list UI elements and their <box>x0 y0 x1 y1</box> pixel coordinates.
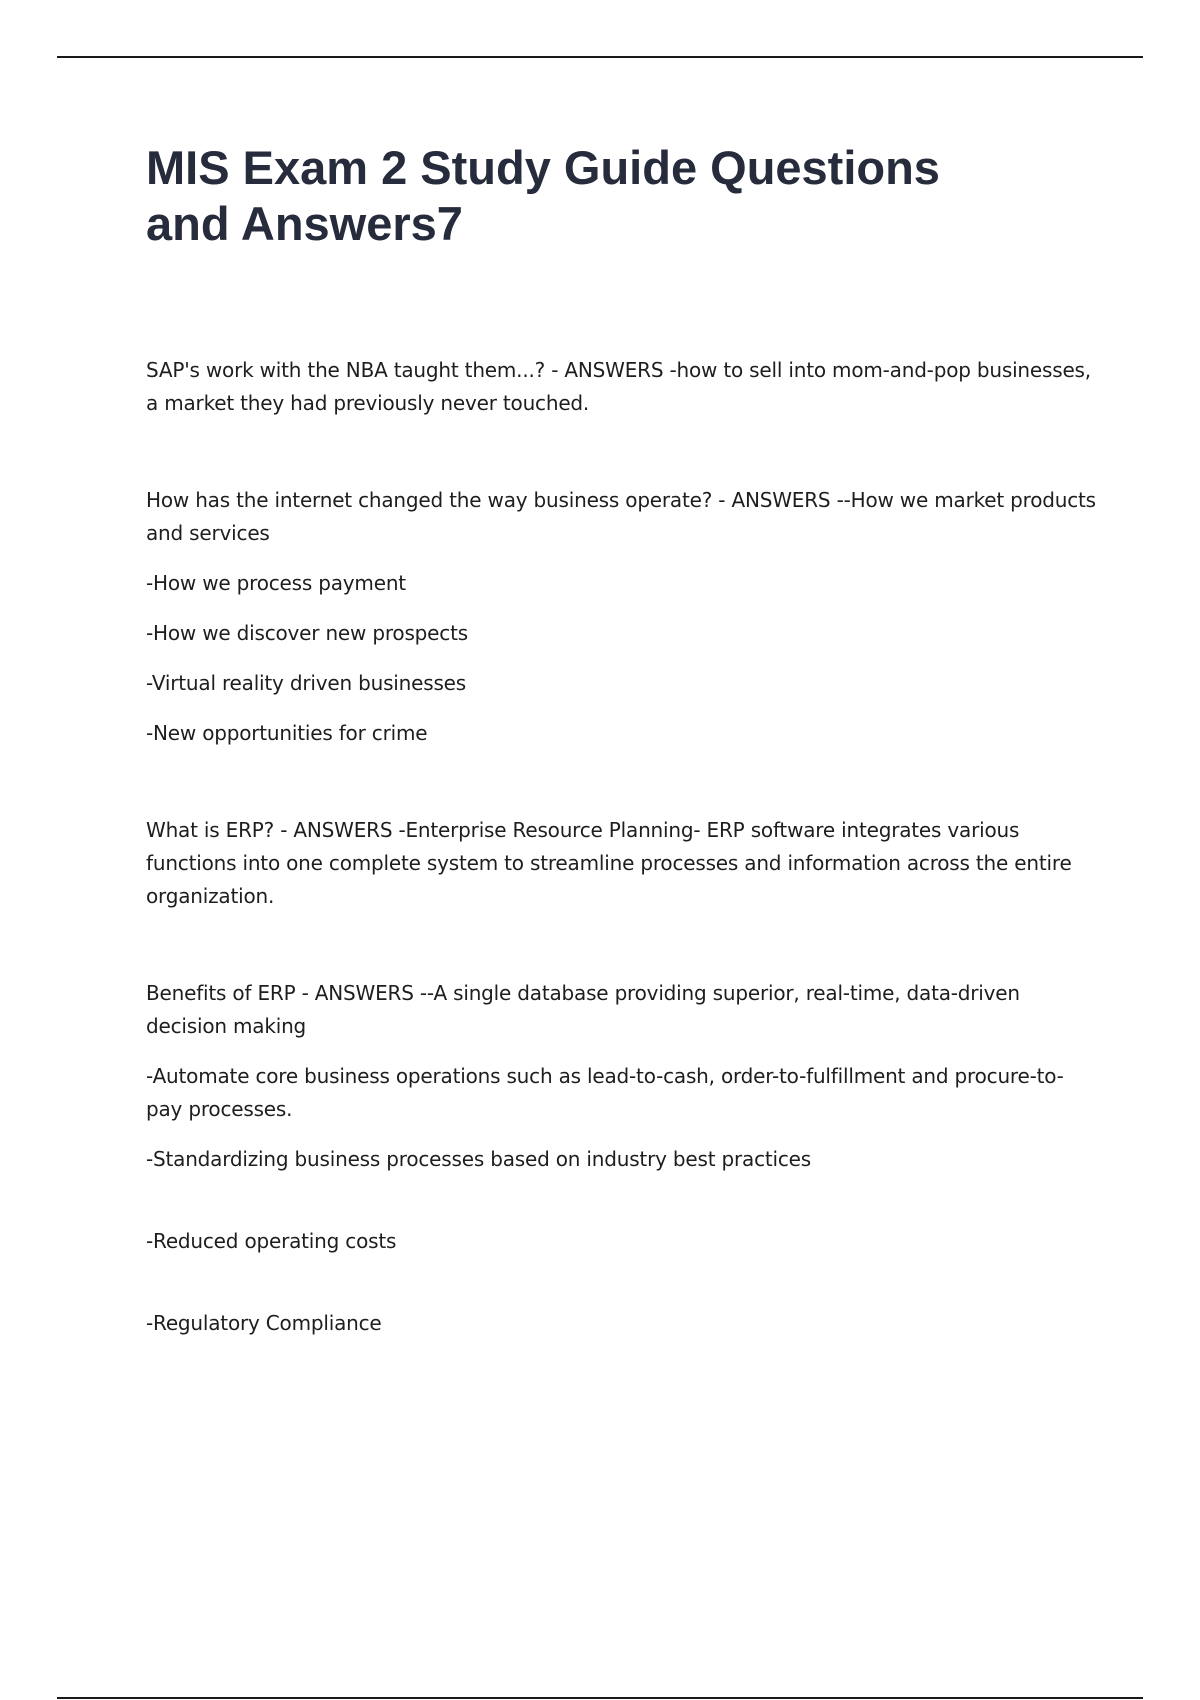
document-body <box>146 140 1096 1340</box>
qa-answer-line: -Reduced operating costs <box>146 1229 397 1253</box>
qa-answer-line: -How we process payment <box>146 571 406 595</box>
qa-text: SAP's work with the NBA taught them...? - ANSWERS -how to sell into mom-and-pop businesses, a market they had previously never touched. <box>146 358 1091 415</box>
qa-text: Benefits of ERP - ANSWERS --A single database providing superior, real-time, data-driven decision making <box>146 981 1020 1038</box>
qa-item <box>146 354 1096 420</box>
qa-answer-line: -Automate core business operations such as lead-to-cash, order-to-fulfillment and procure-to-pay processes. <box>146 1064 1064 1121</box>
footer-rule <box>57 1697 1143 1699</box>
qa-answer-line: -Standardizing business processes based on industry best practices <box>146 1147 811 1171</box>
header-rule <box>57 56 1143 58</box>
qa-item <box>146 484 1096 750</box>
qa-answer-line: -Regulatory Compliance <box>146 1311 382 1335</box>
qa-answer-line: -New opportunities for crime <box>146 721 428 745</box>
qa-answer-line: -Virtual reality driven businesses <box>146 671 466 695</box>
qa-item <box>146 814 1096 913</box>
qa-text: How has the internet changed the way business operate? - ANSWERS --How we market products and services <box>146 488 1096 545</box>
qa-item <box>146 977 1096 1340</box>
qa-answer-line: -How we discover new prospects <box>146 621 468 645</box>
qa-text: What is ERP? - ANSWERS -Enterprise Resource Planning- ERP software integrates various functions into one complete system to streamline processes and information across the entire organization. <box>146 818 1072 908</box>
page-title: MIS Exam 2 Study Guide Questions and Answers7 <box>146 141 940 250</box>
